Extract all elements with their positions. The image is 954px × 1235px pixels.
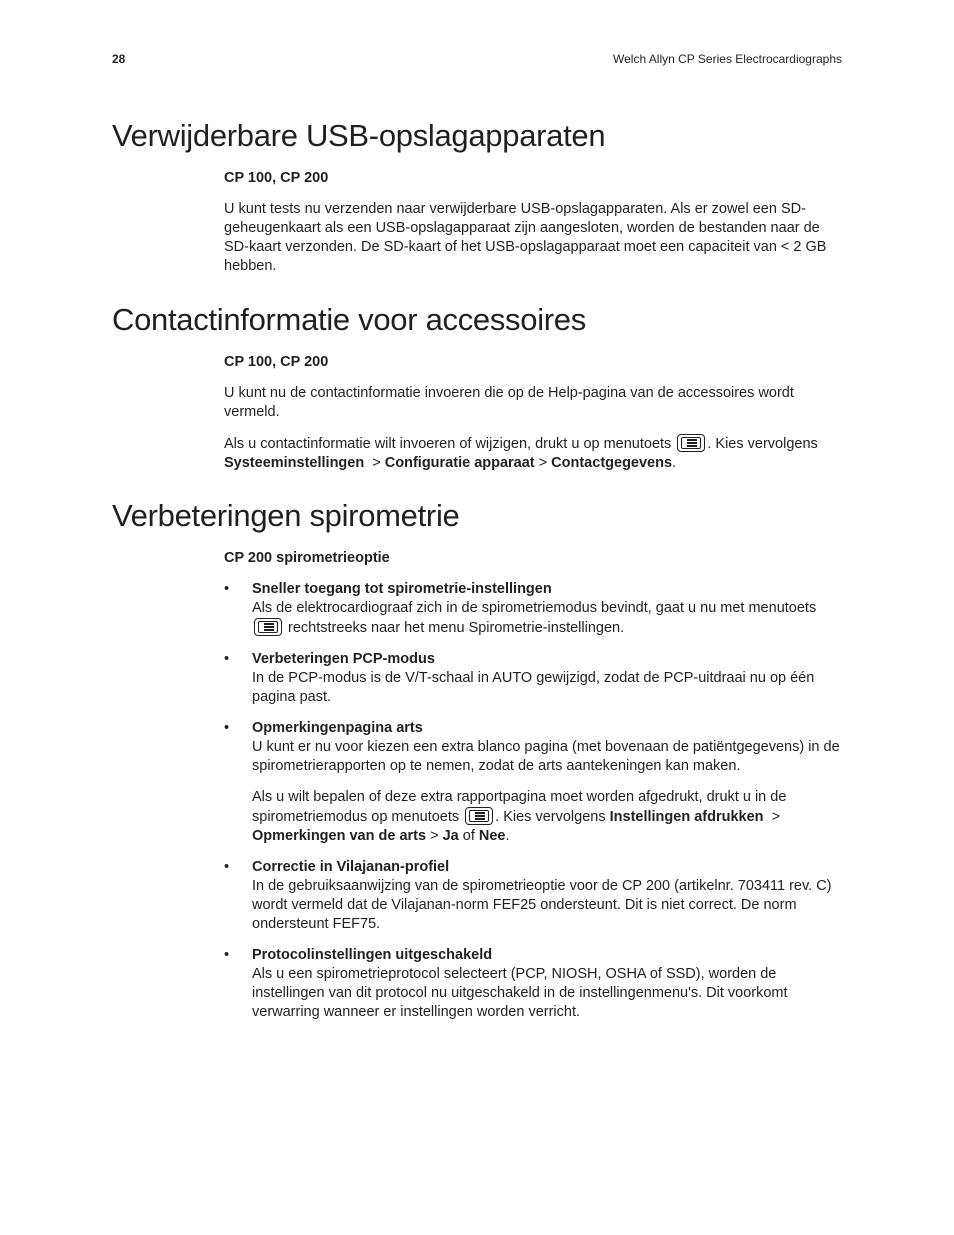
- menu-key-icon: [465, 807, 493, 825]
- menu-key-icon: [677, 434, 705, 452]
- menu-option-yes: Ja: [442, 828, 459, 844]
- bullet-marker: •: [224, 859, 230, 875]
- section-subtitle-spirometry: CP 200 spirometrieoptie: [224, 550, 390, 566]
- bullet-marker: •: [224, 947, 230, 963]
- bullet-marker: •: [224, 581, 230, 597]
- section-subtitle-wrap-spirometry: [224, 549, 842, 568]
- section-subtitle-usb: CP 100, CP 200: [224, 170, 329, 186]
- menu-path-system-settings: Systeeminstellingen: [224, 455, 365, 471]
- menu-path-print-settings: Instellingen afdrukken: [609, 809, 764, 825]
- menu-path-physician-notes: Opmerkingen van de arts: [252, 828, 427, 844]
- bullet-marker: •: [224, 651, 230, 667]
- page-header: [112, 52, 842, 70]
- section-title-contact: Contactinformatie voor accessoires: [112, 302, 586, 337]
- paragraph-contact-instructions: Als u contactinformatie wilt invoeren of wijzigen, drukt u op menutoets . Kies vervolgens Systeeminstellingen > Configuratie apparaat > Contactgegevens.: [224, 436, 818, 471]
- menu-key-icon: [254, 618, 282, 636]
- list-item: • Verbeteringen PCP-modus In de PCP-modus is de V/T-schaal in AUTO gewijzigd, zodat de PCP-uitdraai nu op één pagina past.: [224, 651, 815, 705]
- section-title-usb: Verwijderbare USB-opslagapparaten: [112, 118, 606, 153]
- menu-path-device-config: Configuratie apparaat: [384, 455, 535, 471]
- section-body-contact: [224, 353, 842, 473]
- list-item: • Correctie in Vilajanan-profiel In de gebruiksaanwijzing van de spirometrieoptie voor de CP 200 (artikelnr. 703411 rev. C) wordt vermeld dat de Vilajanan-norm FEF25 ondersteunt. Dit is niet correct. De norm ondersteunt FEF75.: [224, 859, 832, 932]
- paragraph-usb: U kunt tests nu verzenden naar verwijderbare USB-opslagapparaten. Als er zowel een SD-geheugenkaart als een USB-opslagapparaat zijn aangesloten, worden de bestanden naar de SD-kaart verzonden. De SD-kaart of het USB-opslagapparaat moet een capaciteit van < 2 GB hebben.: [224, 201, 827, 274]
- section-title-spirometry: Verbeteringen spirometrie: [112, 498, 460, 533]
- running-title: Welch Allyn CP Series Electrocardiographs: [613, 52, 842, 66]
- bullet-list-spirometry: [224, 580, 842, 1022]
- menu-option-no: Nee: [478, 828, 506, 844]
- bullet-marker: •: [224, 720, 230, 736]
- paragraph-contact: U kunt nu de contactinformatie invoeren die op de Help-pagina van de accessoires wordt vermeld.: [224, 385, 794, 420]
- list-item: • Protocolinstellingen uitgeschakeld Als u een spirometrieprotocol selecteert (PCP, NIOSH, OSHA of SSD), worden de instellingen van dit protocol nu uitgeschakeld in de instellingenmenu's. Dit voorkomt verwarring wanneer er instellingen worden verricht.: [224, 947, 788, 1020]
- menu-path-contact-details: Contactgegevens: [551, 455, 673, 471]
- section-body-usb: [224, 169, 842, 276]
- list-item: • Sneller toegang tot spirometrie-instellingen Als de elektrocardiograaf zich in de spirometriemodus bevindt, gaat u nu met menutoets rechtstreeks naar het menu Spirometrie-instellingen.: [224, 581, 817, 636]
- list-item: • Opmerkingenpagina arts U kunt er nu voor kiezen een extra blanco pagina (met bovenaan de patiëntgegevens) in de spirometrierapporten op te nemen, zodat de arts aantekeningen kan maken. Als u wilt bepalen of deze extra rapportpagina moet worden afgedrukt, drukt u in de spirometriemodus op menutoets . Kies vervolgens Instellingen afdrukken > Opmerkingen van de arts > Ja of Nee.: [224, 720, 840, 844]
- section-subtitle-contact: CP 100, CP 200: [224, 354, 329, 370]
- page-number: 28: [112, 52, 126, 66]
